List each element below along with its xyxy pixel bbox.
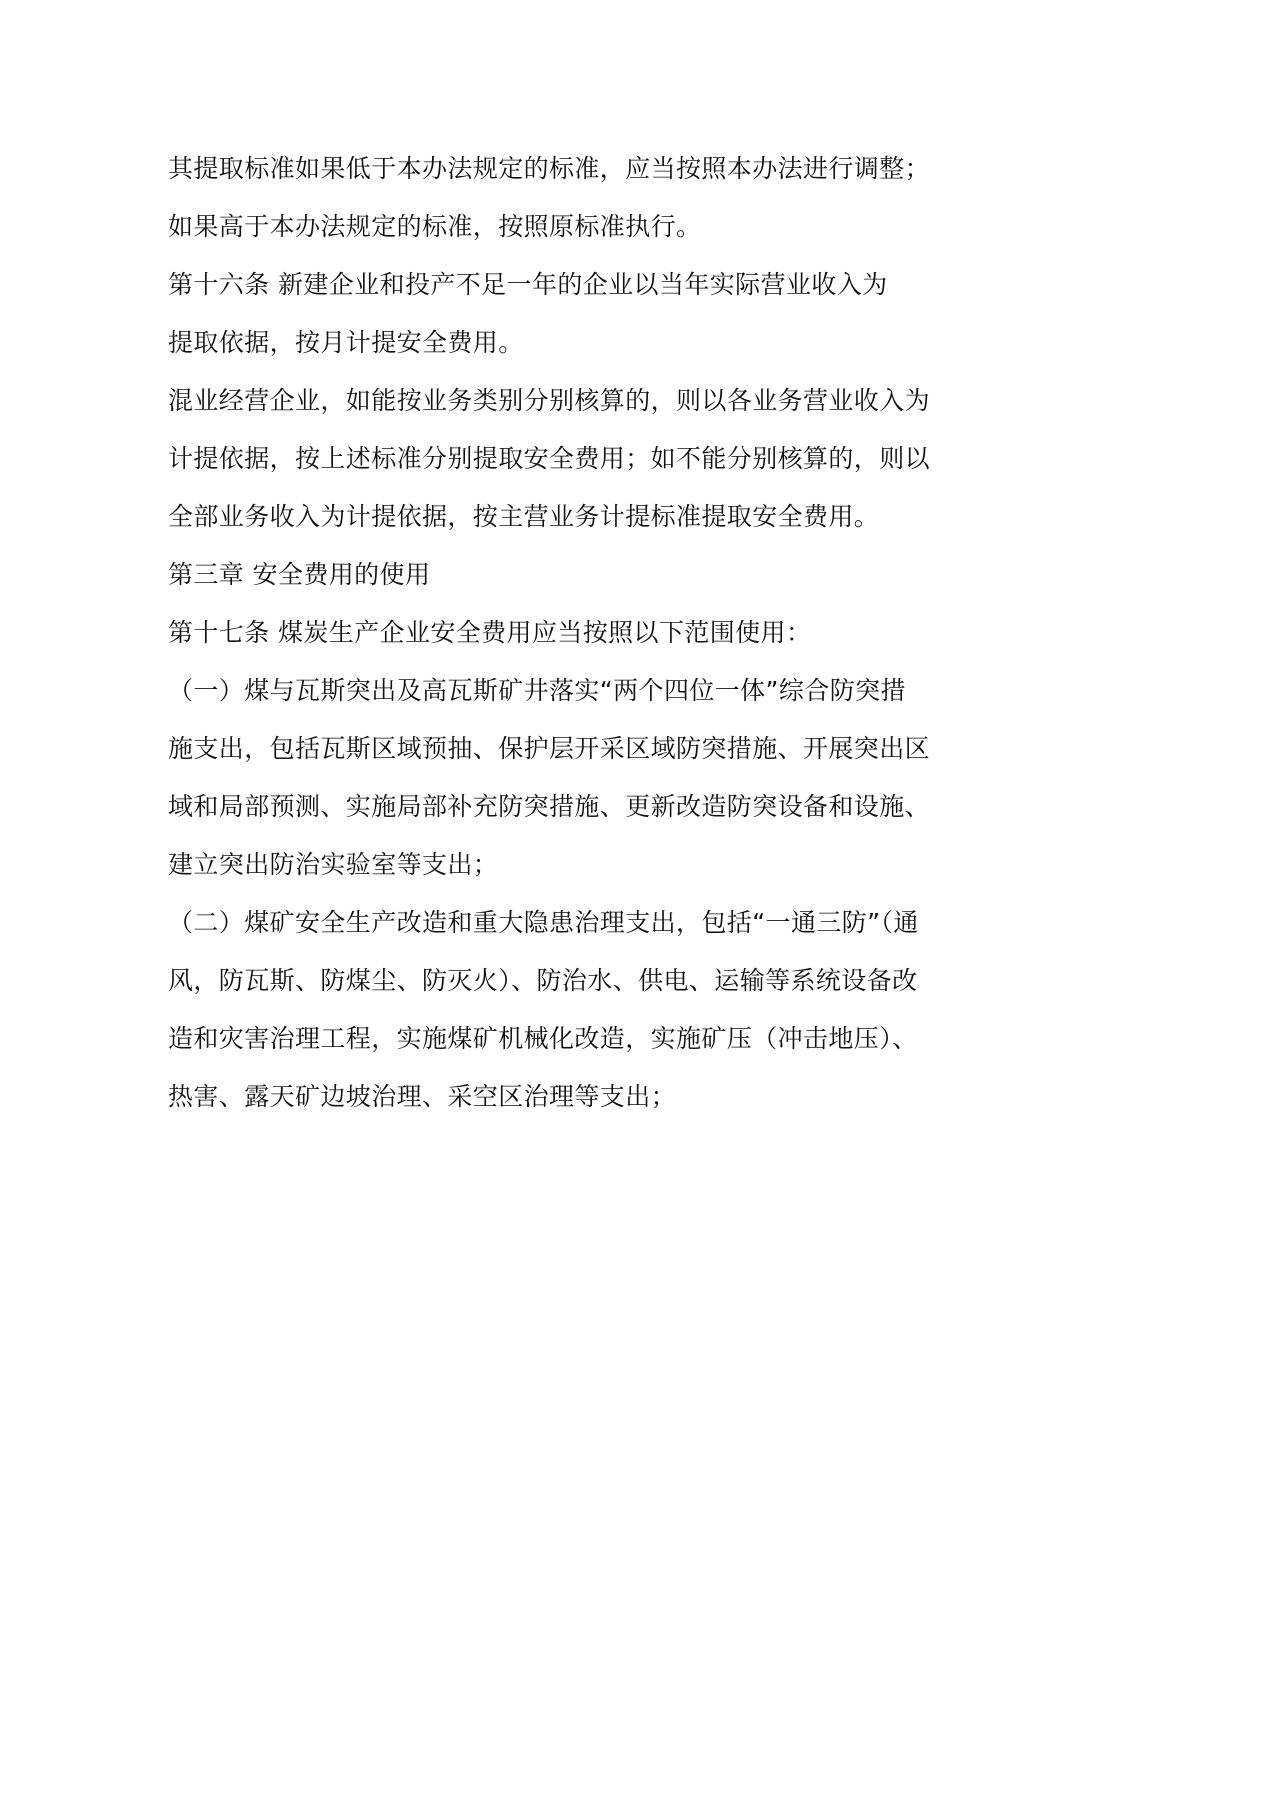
text-line: 施支出，包括瓦斯区域预抽、保护层开采区域防突措施、开展突出区 xyxy=(168,734,931,763)
text-line: 热害、露天矿边坡治理、采空区治理等支出； xyxy=(168,1082,677,1111)
text-line: 风，防瓦斯、防煤尘、防灭火）、防治水、供电、运输等系统设备改 xyxy=(168,966,918,995)
list-item-2-line: （二）煤矿安全生产改造和重大隐患治理支出，包括“一通三防”（通 xyxy=(168,908,919,937)
document-body xyxy=(168,140,948,1126)
text-line: 提取依据，按月计提安全费用。 xyxy=(168,328,524,357)
chapter-3-heading: 第三章 安全费用的使用 xyxy=(168,560,431,589)
article-17-heading-line: 第十七条 煤炭生产企业安全费用应当按照以下范围使用： xyxy=(168,618,812,647)
text-line: 域和局部预测、实施局部补充防突措施、更新改造防突设备和设施、 xyxy=(168,792,931,821)
text-line: 建立突出防治实验室等支出； xyxy=(168,850,499,879)
list-item-1-line: （一）煤与瓦斯突出及高瓦斯矿井落实“两个四位一体”综合防突措 xyxy=(168,676,906,705)
text-line: 造和灾害治理工程，实施煤矿机械化改造，实施矿压（冲击地压）、 xyxy=(168,1024,918,1053)
text-line: 全部业务收入为计提依据，按主营业务计提标准提取安全费用。 xyxy=(168,502,880,531)
article-16-heading-line: 第十六条 新建企业和投产不足一年的企业以当年实际营业收入为 xyxy=(168,270,888,299)
text-line: 其提取标准如果低于本办法规定的标准，应当按照本办法进行调整； xyxy=(168,154,931,183)
text-line: 计提依据，按上述标准分别提取安全费用；如不能分别核算的，则以 xyxy=(168,444,931,473)
text-line: 混业经营企业，如能按业务类别分别核算的，则以各业务营业收入为 xyxy=(168,386,931,415)
text-line: 如果高于本办法规定的标准，按照原标准执行。 xyxy=(168,212,702,241)
